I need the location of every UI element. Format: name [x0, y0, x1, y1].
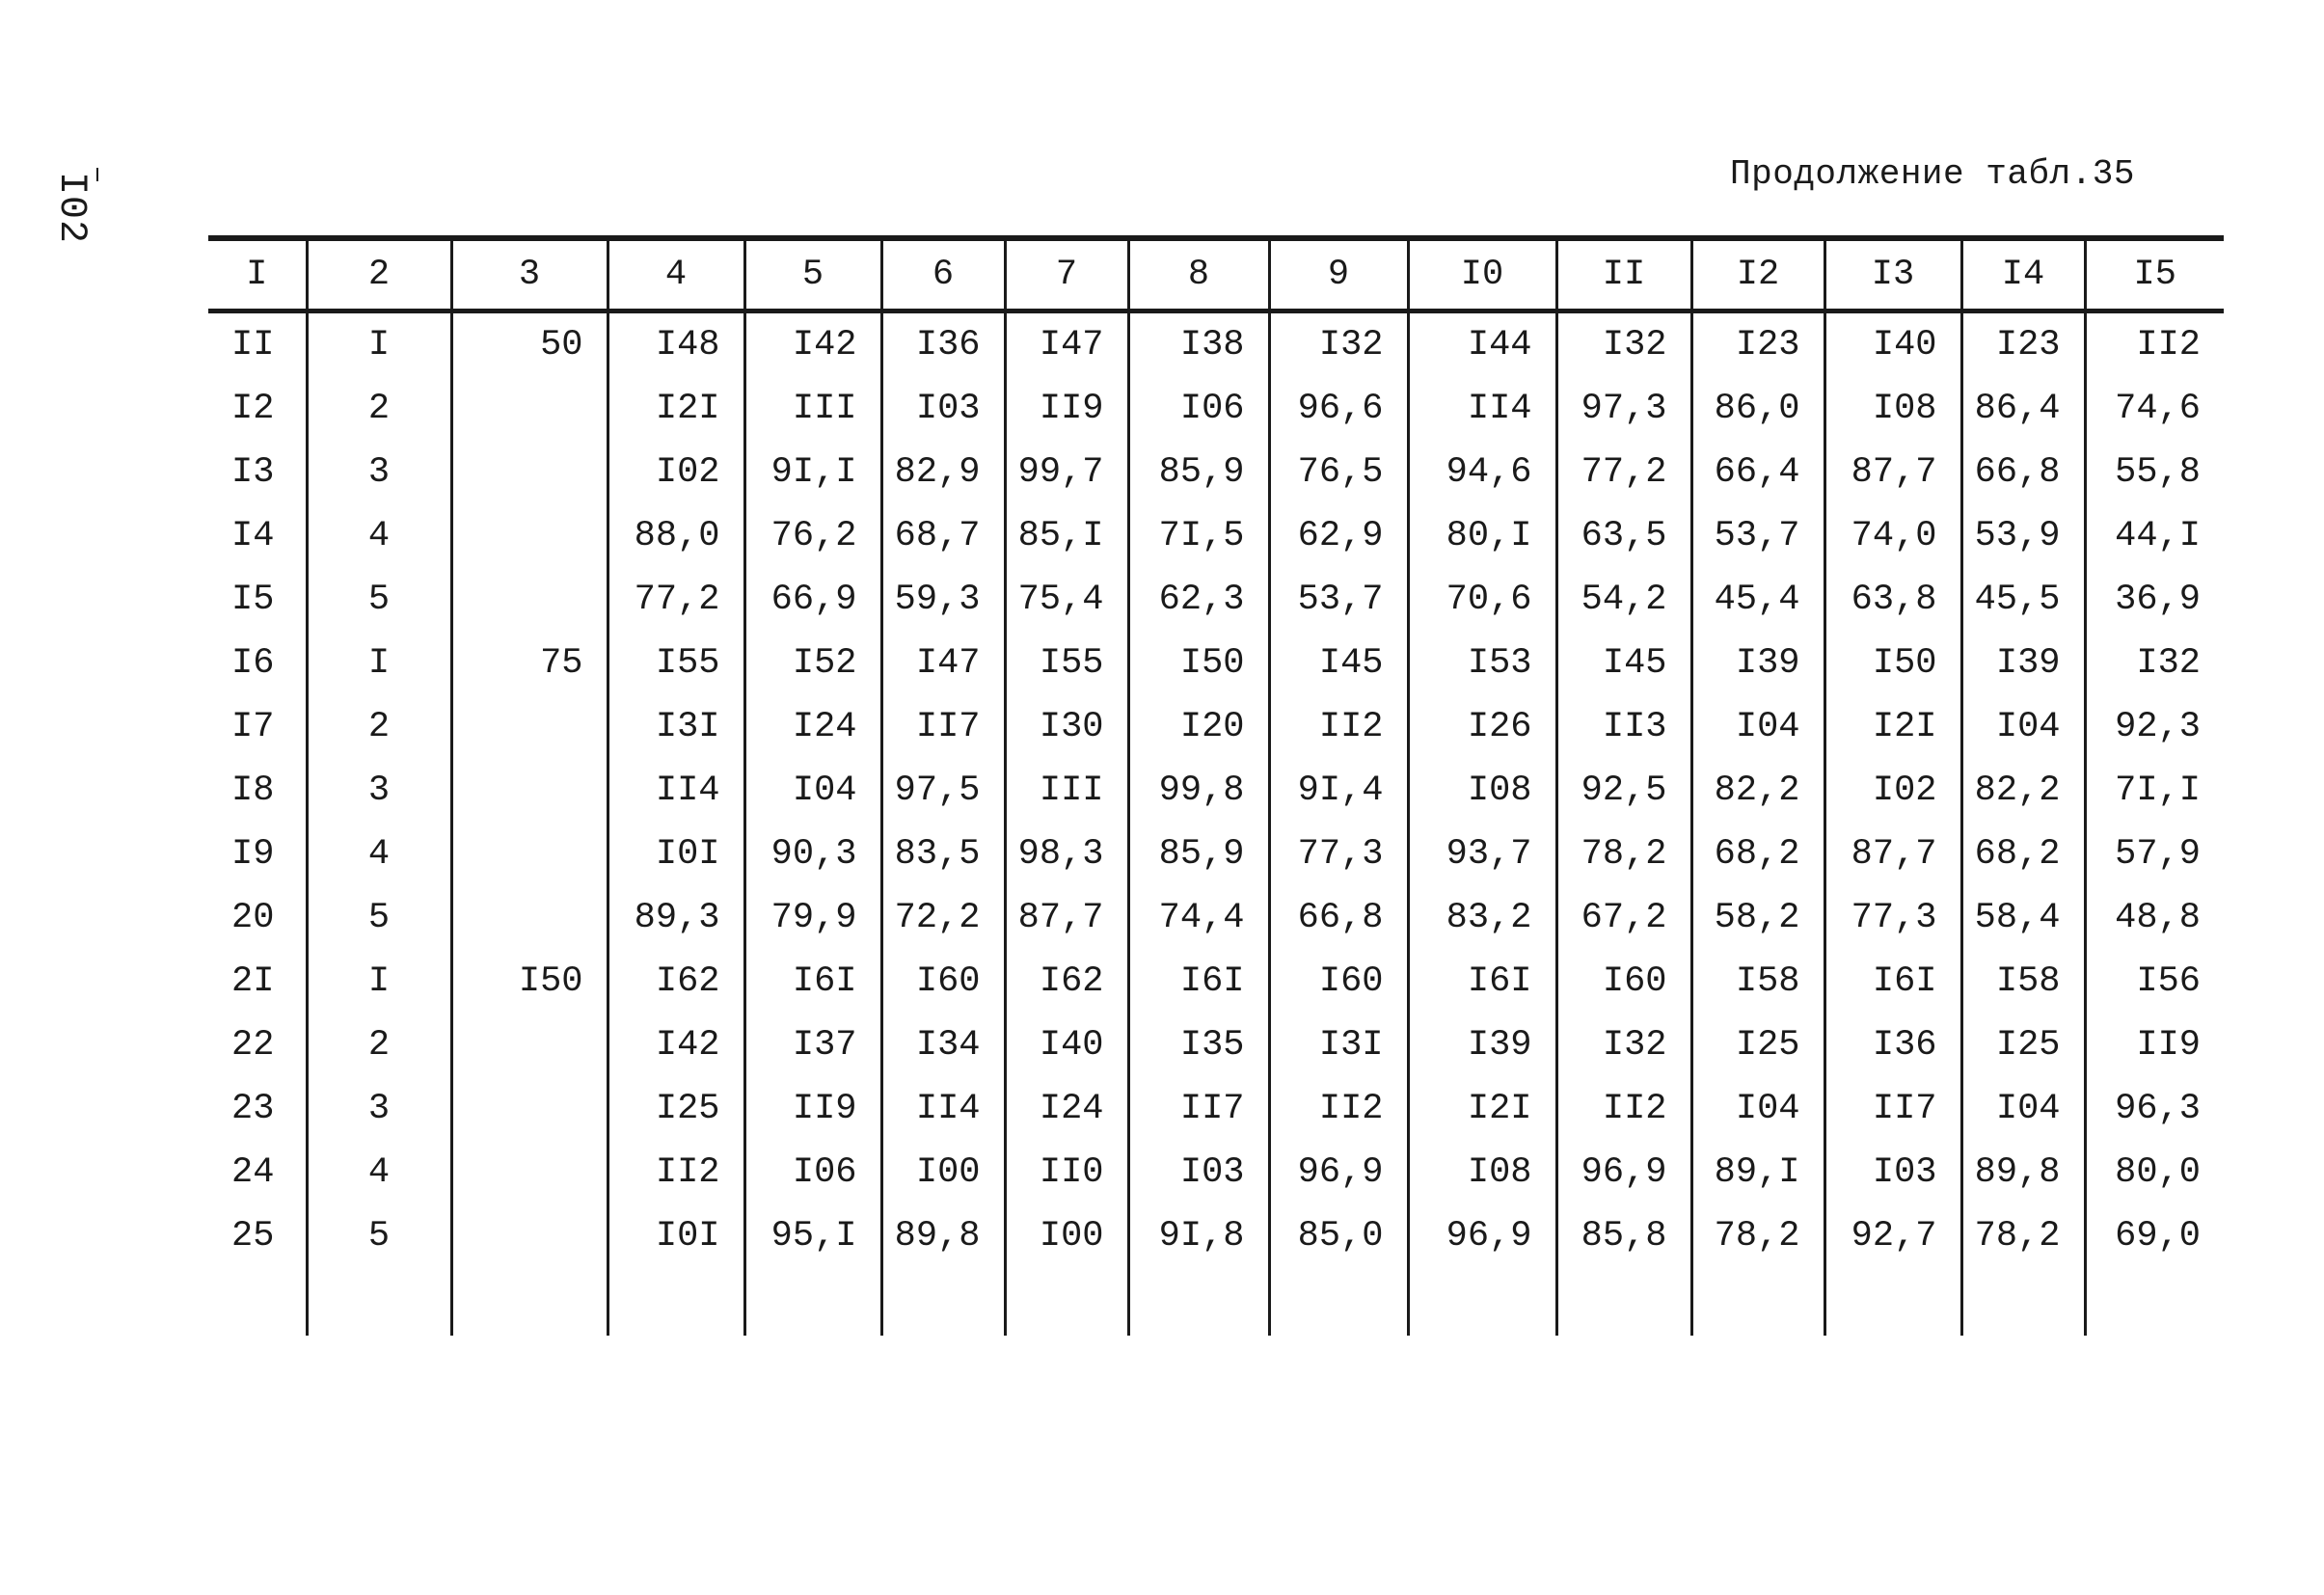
- table-cell: I36: [1824, 1014, 1961, 1077]
- table-cell: 85,0: [1269, 1204, 1408, 1268]
- table-cell: I55: [608, 632, 744, 695]
- table-cell: II4: [608, 759, 744, 823]
- column-header: 6: [881, 238, 1005, 311]
- table-cell: I: [307, 632, 451, 695]
- table-row: [208, 377, 2224, 441]
- table-cell: 63,8: [1824, 568, 1961, 632]
- table-cell: I58: [1961, 950, 2085, 1014]
- table-cell: I50: [451, 950, 608, 1014]
- table-cell: 77,2: [1556, 441, 1691, 504]
- table-cell: 76,5: [1269, 441, 1408, 504]
- table-cell: I39: [1408, 1014, 1556, 1077]
- table-cell: I42: [744, 311, 881, 378]
- table-body: [208, 311, 2224, 1337]
- table-cell: 66,8: [1269, 886, 1408, 950]
- table-cell: 59,3: [881, 568, 1005, 632]
- table-cell: 57,9: [2085, 823, 2224, 886]
- table-cell: 74,4: [1128, 886, 1269, 950]
- table-cell: 3: [307, 1077, 451, 1141]
- column-header: 3: [451, 238, 608, 311]
- table-cell: 9I,4: [1269, 759, 1408, 823]
- table-cell: I02: [1824, 759, 1961, 823]
- empty-cell: [451, 1268, 608, 1336]
- table-row: [208, 759, 2224, 823]
- empty-cell: [1824, 1268, 1961, 1336]
- table-cell: I0I: [608, 1204, 744, 1268]
- table-cell: 77,2: [608, 568, 744, 632]
- table-cell: 92,7: [1824, 1204, 1961, 1268]
- table-cell: I24: [744, 695, 881, 759]
- table-cell: 5: [307, 568, 451, 632]
- table-cell: [451, 886, 608, 950]
- table-cell: I6I: [1824, 950, 1961, 1014]
- table-cell: 75,4: [1005, 568, 1128, 632]
- empty-cell: [2085, 1268, 2224, 1336]
- table-cell: 92,3: [2085, 695, 2224, 759]
- table-cell: 99,8: [1128, 759, 1269, 823]
- table-cell: 4: [307, 823, 451, 886]
- table-cell: 5: [307, 886, 451, 950]
- column-header: I2: [1691, 238, 1824, 311]
- table-cell: 93,7: [1408, 823, 1556, 886]
- table-cell: I40: [1824, 311, 1961, 378]
- table-cell: 2: [307, 377, 451, 441]
- table-row: [208, 568, 2224, 632]
- table-cell: 62,3: [1128, 568, 1269, 632]
- table-cell: I03: [1128, 1141, 1269, 1204]
- table-cell: II7: [1128, 1077, 1269, 1141]
- column-header: 8: [1128, 238, 1269, 311]
- table-cell: I: [307, 950, 451, 1014]
- table-row: [208, 1077, 2224, 1141]
- table-cell: 87,7: [1005, 886, 1128, 950]
- table-cell: [451, 441, 608, 504]
- table-cell: I62: [1005, 950, 1128, 1014]
- table-cell: 25: [231, 1216, 275, 1257]
- table-cell: 2: [307, 1014, 451, 1077]
- table-cell: I20: [1128, 695, 1269, 759]
- table-cell: [451, 1141, 608, 1204]
- table-cell: II2: [608, 1141, 744, 1204]
- table-cell: I37: [744, 1014, 881, 1077]
- table-cell: I06: [744, 1141, 881, 1204]
- table-cell: 7I,5: [1128, 504, 1269, 568]
- table-cell: III: [744, 377, 881, 441]
- table-cell: I40: [1005, 1014, 1128, 1077]
- column-header: I5: [2085, 238, 2224, 311]
- table-cell: I04: [744, 759, 881, 823]
- table-cell: 53,9: [1961, 504, 2085, 568]
- table-cell: II9: [2085, 1014, 2224, 1077]
- table-cell: I00: [881, 1141, 1005, 1204]
- table-cell: I8: [231, 770, 275, 811]
- column-header: 2: [307, 238, 451, 311]
- table-cell: I2I: [1408, 1077, 1556, 1141]
- table-cell: III: [1005, 759, 1128, 823]
- table-cell: I62: [608, 950, 744, 1014]
- table-cell: 68,2: [1691, 823, 1824, 886]
- table-cell: [451, 759, 608, 823]
- table-cell: I3: [231, 452, 275, 493]
- table-cell: II: [231, 325, 275, 365]
- table-cell: I04: [1691, 1077, 1824, 1141]
- table-cell: [451, 695, 608, 759]
- table-cell: II2: [1269, 695, 1408, 759]
- table-row: [208, 441, 2224, 504]
- table-cell: I32: [1556, 1014, 1691, 1077]
- table-cell: I2I: [608, 377, 744, 441]
- table-cell: 4: [307, 504, 451, 568]
- table-cell: 20: [231, 898, 275, 938]
- table-cell: 96,9: [1269, 1141, 1408, 1204]
- table-cell: I03: [1824, 1141, 1961, 1204]
- table-cell: II2: [2085, 311, 2224, 378]
- column-header: II: [1556, 238, 1691, 311]
- table-cell: 50: [451, 311, 608, 378]
- table-cell: I38: [1128, 311, 1269, 378]
- table-cell: I6I: [744, 950, 881, 1014]
- table-cell: 45,5: [1961, 568, 2085, 632]
- table-row: [208, 823, 2224, 886]
- table-cell: I06: [1128, 377, 1269, 441]
- table-cell: I47: [1005, 311, 1128, 378]
- table-cell: 92,5: [1556, 759, 1691, 823]
- table-cell: 22: [231, 1025, 275, 1066]
- table-cell: [451, 377, 608, 441]
- table-cell: [451, 1204, 608, 1268]
- table-trailing-space: [208, 1268, 2224, 1336]
- table-cell: 90,3: [744, 823, 881, 886]
- table-cell: 98,3: [1005, 823, 1128, 886]
- table-cell: 62,9: [1269, 504, 1408, 568]
- table-cell: 80,0: [2085, 1141, 2224, 1204]
- table-cell: I08: [1824, 377, 1961, 441]
- table-cell: 85,8: [1556, 1204, 1691, 1268]
- table-cell: 36,9: [2085, 568, 2224, 632]
- column-header: I4: [1961, 238, 2085, 311]
- table-cell: 97,3: [1556, 377, 1691, 441]
- table-cell: [451, 504, 608, 568]
- table-cell: 96,9: [1408, 1204, 1556, 1268]
- empty-cell: [1269, 1268, 1408, 1336]
- table-cell: 96,3: [2085, 1077, 2224, 1141]
- table-cell: 53,7: [1691, 504, 1824, 568]
- table-cell: I9: [231, 834, 275, 875]
- table-cell: 9I,I: [744, 441, 881, 504]
- table-cell: I50: [1128, 632, 1269, 695]
- data-table: [208, 235, 2224, 1336]
- table-cell: I04: [1961, 1077, 2085, 1141]
- table-cell: I44: [1408, 311, 1556, 378]
- table-cell: 66,9: [744, 568, 881, 632]
- table-cell: I32: [2085, 632, 2224, 695]
- table-cell: 89,3: [608, 886, 744, 950]
- table-cell: 24: [231, 1152, 275, 1193]
- table-cell: 85,I: [1005, 504, 1128, 568]
- table-cell: 78,2: [1691, 1204, 1824, 1268]
- table-cell: 83,2: [1408, 886, 1556, 950]
- table-cell: 23: [231, 1089, 275, 1129]
- table-cell: I6I: [1128, 950, 1269, 1014]
- table-cell: 68,7: [881, 504, 1005, 568]
- table-cell: I25: [1691, 1014, 1824, 1077]
- table-cell: 85,9: [1128, 441, 1269, 504]
- table-cell: II2: [1269, 1077, 1408, 1141]
- table-cell: 77,3: [1824, 886, 1961, 950]
- table-cell: I6: [231, 643, 275, 684]
- table-cell: 94,6: [1408, 441, 1556, 504]
- table-cell: I2: [231, 389, 275, 429]
- column-header: I: [208, 238, 307, 311]
- table-cell: 63,5: [1556, 504, 1691, 568]
- table-cell: [451, 1014, 608, 1077]
- table-cell: 74,6: [2085, 377, 2224, 441]
- table-cell: 82,9: [881, 441, 1005, 504]
- table-cell: 68,2: [1961, 823, 2085, 886]
- table-cell: I23: [1691, 311, 1824, 378]
- table-cell: 66,4: [1691, 441, 1824, 504]
- table-cell: I56: [2085, 950, 2224, 1014]
- table-cell: I4: [231, 516, 275, 556]
- table-cell: 86,4: [1961, 377, 2085, 441]
- table-cell: 45,4: [1691, 568, 1824, 632]
- table-cell: I36: [881, 311, 1005, 378]
- table-cell: 88,0: [608, 504, 744, 568]
- table-row: [208, 311, 2224, 378]
- table-cell: 5: [307, 1204, 451, 1268]
- table-cell: 89,8: [881, 1204, 1005, 1268]
- table-cell: 54,2: [1556, 568, 1691, 632]
- table-header-row: [208, 238, 2224, 311]
- column-header: 9: [1269, 238, 1408, 311]
- table-cell: I45: [1269, 632, 1408, 695]
- table-cell: 97,5: [881, 759, 1005, 823]
- empty-cell: [208, 1268, 307, 1336]
- table-cell: I04: [1691, 695, 1824, 759]
- table-cell: I04: [1961, 695, 2085, 759]
- table-cell: I52: [744, 632, 881, 695]
- table-row: [208, 1141, 2224, 1204]
- table-row: [208, 504, 2224, 568]
- table-cell: 58,2: [1691, 886, 1824, 950]
- empty-cell: [1556, 1268, 1691, 1336]
- table-cell: I32: [1556, 311, 1691, 378]
- empty-cell: [1005, 1268, 1128, 1336]
- column-header: 4: [608, 238, 744, 311]
- table-cell: I3I: [1269, 1014, 1408, 1077]
- table-cell: 2I: [231, 961, 275, 1002]
- table-cell: II9: [1005, 377, 1128, 441]
- table-cell: 82,2: [1691, 759, 1824, 823]
- table-cell: I42: [608, 1014, 744, 1077]
- table-cell: 4: [307, 1141, 451, 1204]
- table-cell: I50: [1824, 632, 1961, 695]
- table-cell: I39: [1961, 632, 2085, 695]
- table-cell: 58,4: [1961, 886, 2085, 950]
- table-cell: I25: [1961, 1014, 2085, 1077]
- table-row: [208, 632, 2224, 695]
- table-cell: 74,0: [1824, 504, 1961, 568]
- table-cell: I60: [1269, 950, 1408, 1014]
- column-header: I0: [1408, 238, 1556, 311]
- table-cell: I26: [1408, 695, 1556, 759]
- empty-cell: [1691, 1268, 1824, 1336]
- table-cell: II9: [744, 1077, 881, 1141]
- table-cell: II2: [1556, 1077, 1691, 1141]
- table-cell: I30: [1005, 695, 1128, 759]
- table-cell: 69,0: [2085, 1204, 2224, 1268]
- table-cell: 3: [307, 759, 451, 823]
- table-cell: 66,8: [1961, 441, 2085, 504]
- table-cell: II7: [881, 695, 1005, 759]
- empty-cell: [1961, 1268, 2085, 1336]
- table-cell: II4: [1408, 377, 1556, 441]
- table-cell: I60: [881, 950, 1005, 1014]
- table-cell: 87,7: [1824, 823, 1961, 886]
- table-cell: 77,3: [1269, 823, 1408, 886]
- table-cell: I24: [1005, 1077, 1128, 1141]
- table-cell: [451, 1077, 608, 1141]
- table-cell: I23: [1961, 311, 2085, 378]
- table-cell: I2I: [1824, 695, 1961, 759]
- data-table-container: [208, 235, 2224, 1337]
- table-cell: 72,2: [881, 886, 1005, 950]
- table-cell: I00: [1005, 1204, 1128, 1268]
- table-cell: 78,2: [1556, 823, 1691, 886]
- table-cell: I03: [881, 377, 1005, 441]
- empty-cell: [1408, 1268, 1556, 1336]
- table-cell: I25: [608, 1077, 744, 1141]
- table-cell: 83,5: [881, 823, 1005, 886]
- column-header: I3: [1824, 238, 1961, 311]
- table-row: [208, 950, 2224, 1014]
- table-row: [208, 886, 2224, 950]
- table-cell: I53: [1408, 632, 1556, 695]
- table-cell: 44,I: [2085, 504, 2224, 568]
- table-cell: 80,I: [1408, 504, 1556, 568]
- table-cell: 82,2: [1961, 759, 2085, 823]
- table-cell: I39: [1691, 632, 1824, 695]
- table-cell: II0: [1005, 1141, 1128, 1204]
- table-cell: II7: [1824, 1077, 1961, 1141]
- table-cell: 95,I: [744, 1204, 881, 1268]
- table-cell: I58: [1691, 950, 1824, 1014]
- table-cell: I08: [1408, 759, 1556, 823]
- table-cell: I02: [608, 441, 744, 504]
- empty-cell: [608, 1268, 744, 1336]
- table-cell: 86,0: [1691, 377, 1824, 441]
- table-cell: I47: [881, 632, 1005, 695]
- table-cell: 99,7: [1005, 441, 1128, 504]
- table-cell: I35: [1128, 1014, 1269, 1077]
- table-cell: 75: [451, 632, 608, 695]
- table-cell: [451, 568, 608, 632]
- table-cell: I32: [1269, 311, 1408, 378]
- table-cell: I3I: [608, 695, 744, 759]
- table-cell: 96,6: [1269, 377, 1408, 441]
- table-cell: I55: [1005, 632, 1128, 695]
- table-cell: 55,8: [2085, 441, 2224, 504]
- table-cell: 48,8: [2085, 886, 2224, 950]
- table-cell: 78,2: [1961, 1204, 2085, 1268]
- table-cell: I34: [881, 1014, 1005, 1077]
- table-cell: 89,I: [1691, 1141, 1824, 1204]
- table-cell: II3: [1556, 695, 1691, 759]
- table-cell: I5: [231, 580, 275, 620]
- table-cell: 67,2: [1556, 886, 1691, 950]
- table-cell: 70,6: [1408, 568, 1556, 632]
- table-cell: [451, 823, 608, 886]
- column-header: 5: [744, 238, 881, 311]
- table-cell: I45: [1556, 632, 1691, 695]
- table-row: [208, 1204, 2224, 1268]
- table-cell: I: [307, 311, 451, 378]
- empty-cell: [1128, 1268, 1269, 1336]
- table-row: [208, 695, 2224, 759]
- table-cell: 53,7: [1269, 568, 1408, 632]
- table-cell: II4: [881, 1077, 1005, 1141]
- page-number: I02: [49, 172, 93, 245]
- table-row: [208, 1014, 2224, 1077]
- table-cell: 79,9: [744, 886, 881, 950]
- table-cell: 3: [307, 441, 451, 504]
- table-cell: I48: [608, 311, 744, 378]
- table-cell: 85,9: [1128, 823, 1269, 886]
- table-cell: 89,8: [1961, 1141, 2085, 1204]
- empty-cell: [307, 1268, 451, 1336]
- empty-cell: [881, 1268, 1005, 1336]
- table-cell: I6I: [1408, 950, 1556, 1014]
- table-cell: 87,7: [1824, 441, 1961, 504]
- table-cell: 76,2: [744, 504, 881, 568]
- table-cell: I08: [1408, 1141, 1556, 1204]
- table-cell: 96,9: [1556, 1141, 1691, 1204]
- empty-cell: [744, 1268, 881, 1336]
- column-header: 7: [1005, 238, 1128, 311]
- table-cell: 7I,I: [2085, 759, 2224, 823]
- table-cell: I60: [1556, 950, 1691, 1014]
- table-continuation-label: Продолжение табл.35: [1730, 154, 2135, 194]
- table-cell: I7: [231, 707, 275, 747]
- table-cell: 9I,8: [1128, 1204, 1269, 1268]
- table-cell: I0I: [608, 823, 744, 886]
- table-cell: 2: [307, 695, 451, 759]
